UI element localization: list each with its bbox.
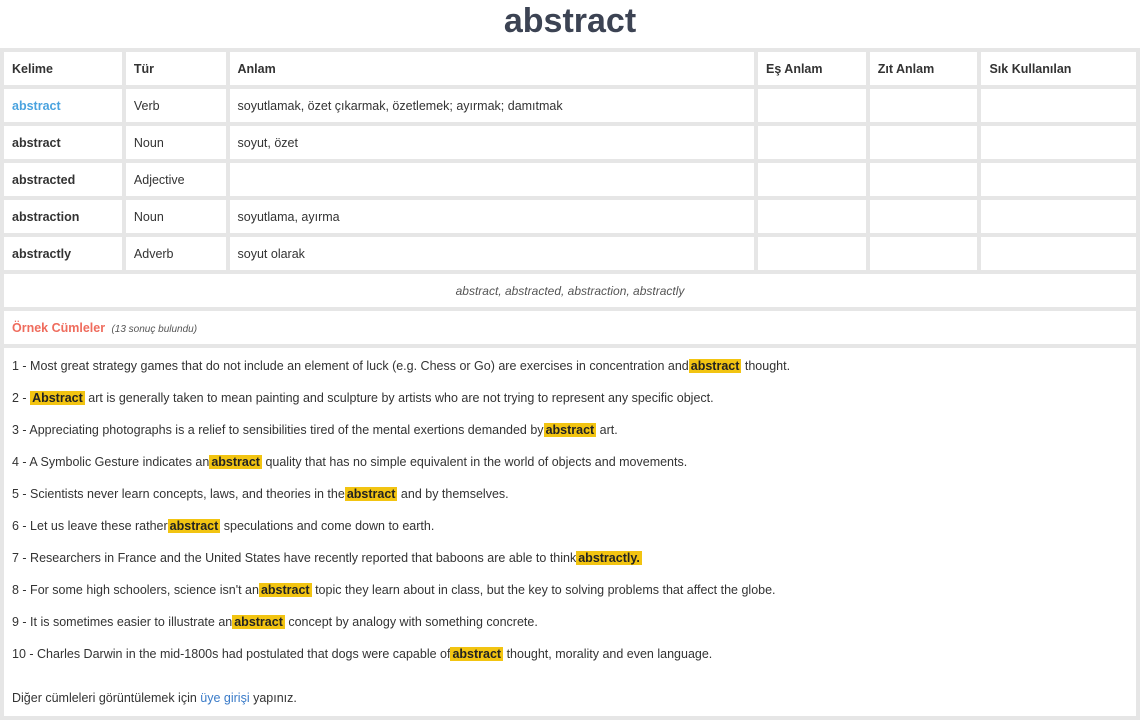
example-sentence [12, 644, 1128, 676]
page-title: abstract [503, 2, 637, 40]
sentence-text: art. [596, 423, 618, 437]
examples-row [4, 348, 1136, 716]
highlighted-word: abstract [260, 583, 310, 597]
highlighted-word: Abstract [32, 391, 83, 405]
table-header-row [4, 52, 1136, 85]
header-tur: Tür [126, 52, 226, 85]
examples-count: (13 sonuç bulundu) [111, 323, 198, 335]
highlighted-word: abstract [169, 519, 219, 533]
example-sentence [12, 452, 1128, 484]
highlighted-word: abstract [346, 487, 396, 501]
table-row [4, 163, 1136, 196]
sentence-text: 7 - Researchers in France and the United States have recently reported that baboons are able to think [12, 551, 577, 565]
header-kelime: Kelime [4, 52, 122, 85]
sentence-text: 5 - Scientists never learn concepts, laws, and theories in the [12, 487, 345, 501]
examples-title: Örnek Cümleler [12, 320, 106, 335]
sentence-text: thought, morality and even language. [503, 647, 713, 661]
dictionary-table [0, 48, 1140, 720]
word-frequent [981, 200, 1136, 233]
sentence-text: quality that has no simple equivalent in the world of objects and movements. [261, 455, 688, 469]
example-sentence [12, 356, 1128, 388]
word-synonym [758, 163, 866, 196]
login-note-text: Diğer cümleleri görüntülemek için [12, 691, 201, 705]
table-row [4, 200, 1136, 233]
sentence-text: 10 - Charles Darwin in the mid-1800s had postulated that dogs were capable of [12, 647, 451, 661]
sentence-text: 2 - [12, 391, 31, 405]
table-row [4, 237, 1136, 270]
word-meaning: soyut, özet [230, 126, 754, 159]
word-antonym [870, 126, 978, 159]
word-antonym [870, 200, 978, 233]
word-antonym [870, 163, 978, 196]
sentence-text: art is generally taken to mean painting and sculpture by artists who are not trying to represent any specific object. [84, 391, 714, 405]
login-note [12, 688, 1128, 708]
summary-row [4, 274, 1136, 307]
word-synonym [758, 89, 866, 122]
sentence-text: and by themselves. [397, 487, 509, 501]
word-forms-summary: abstract, abstracted, abstraction, abstractly [4, 274, 1136, 307]
sentence-text: thought. [741, 359, 791, 373]
example-sentence [12, 612, 1128, 644]
word-type: Noun [126, 126, 226, 159]
highlighted-word: abstract [545, 423, 595, 437]
header-anlam: Anlam [230, 52, 754, 85]
sentence-text: topic they learn about in class, but the key to solving problems that affect the globe. [311, 583, 776, 597]
word-cell: abstractly [4, 237, 122, 270]
highlighted-word: abstract [452, 647, 502, 661]
highlighted-word: abstractly. [578, 551, 640, 565]
word-frequent [981, 163, 1136, 196]
table-row [4, 89, 1136, 122]
word-meaning: soyutlama, ayırma [230, 200, 754, 233]
sentence-text: 4 - A Symbolic Gesture indicates an [12, 455, 210, 469]
word-cell: abstracted [4, 163, 122, 196]
table-row [4, 126, 1136, 159]
word-cell: abstraction [4, 200, 122, 233]
highlighted-word: abstract [690, 359, 740, 373]
header-sik-kullanilan: Sık Kullanılan [981, 52, 1136, 85]
sentence-text: concept by analogy with something concrete. [284, 615, 538, 629]
word-synonym [758, 237, 866, 270]
sentence-text: speculations and come down to earth. [220, 519, 435, 533]
example-sentences [4, 348, 1136, 716]
word-type: Adjective [126, 163, 226, 196]
word-type: Noun [126, 200, 226, 233]
sentence-text: 9 - It is sometimes easier to illustrate an [12, 615, 233, 629]
highlighted-word: abstract [234, 615, 283, 629]
example-sentence [12, 548, 1128, 580]
sentence-text: 8 - For some high schoolers, science isn't an [12, 583, 259, 597]
sentence-text: 3 - Appreciating photographs is a relief to sensibilities tired of the mental exertions demanded by [12, 423, 544, 437]
examples-header [4, 311, 1136, 344]
example-sentence [12, 388, 1128, 420]
word-link[interactable]: abstract [4, 89, 122, 122]
word-frequent [981, 89, 1136, 122]
word-antonym [870, 237, 978, 270]
word-frequent [981, 126, 1136, 159]
word-meaning: soyut olarak [230, 237, 754, 270]
sentence-text: 6 - Let us leave these rather [12, 519, 168, 533]
header-es-anlam: Eş Anlam [758, 52, 866, 85]
word-meaning [230, 163, 754, 196]
word-type: Verb [126, 89, 226, 122]
login-note-text: yapınız. [249, 691, 297, 705]
login-link[interactable]: üye girişi [200, 691, 250, 705]
example-sentence [12, 484, 1128, 516]
example-sentence [12, 516, 1128, 548]
word-synonym [758, 200, 866, 233]
example-sentence [12, 580, 1128, 612]
sentence-text: 1 - Most great strategy games that do not include an element of luck (e.g. Chess or Go) are exercises in concentration and [12, 359, 689, 373]
word-frequent [981, 237, 1136, 270]
examples-header-row [4, 311, 1136, 344]
header-zit-anlam: Zıt Anlam [870, 52, 978, 85]
word-meaning: soyutlamak, özet çıkarmak, özetlemek; ayırmak; damıtmak [230, 89, 754, 122]
word-cell: abstract [4, 126, 122, 159]
word-type: Adverb [126, 237, 226, 270]
example-sentence [12, 420, 1128, 452]
word-antonym [870, 89, 978, 122]
highlighted-word: abstract [211, 455, 260, 469]
word-synonym [758, 126, 866, 159]
